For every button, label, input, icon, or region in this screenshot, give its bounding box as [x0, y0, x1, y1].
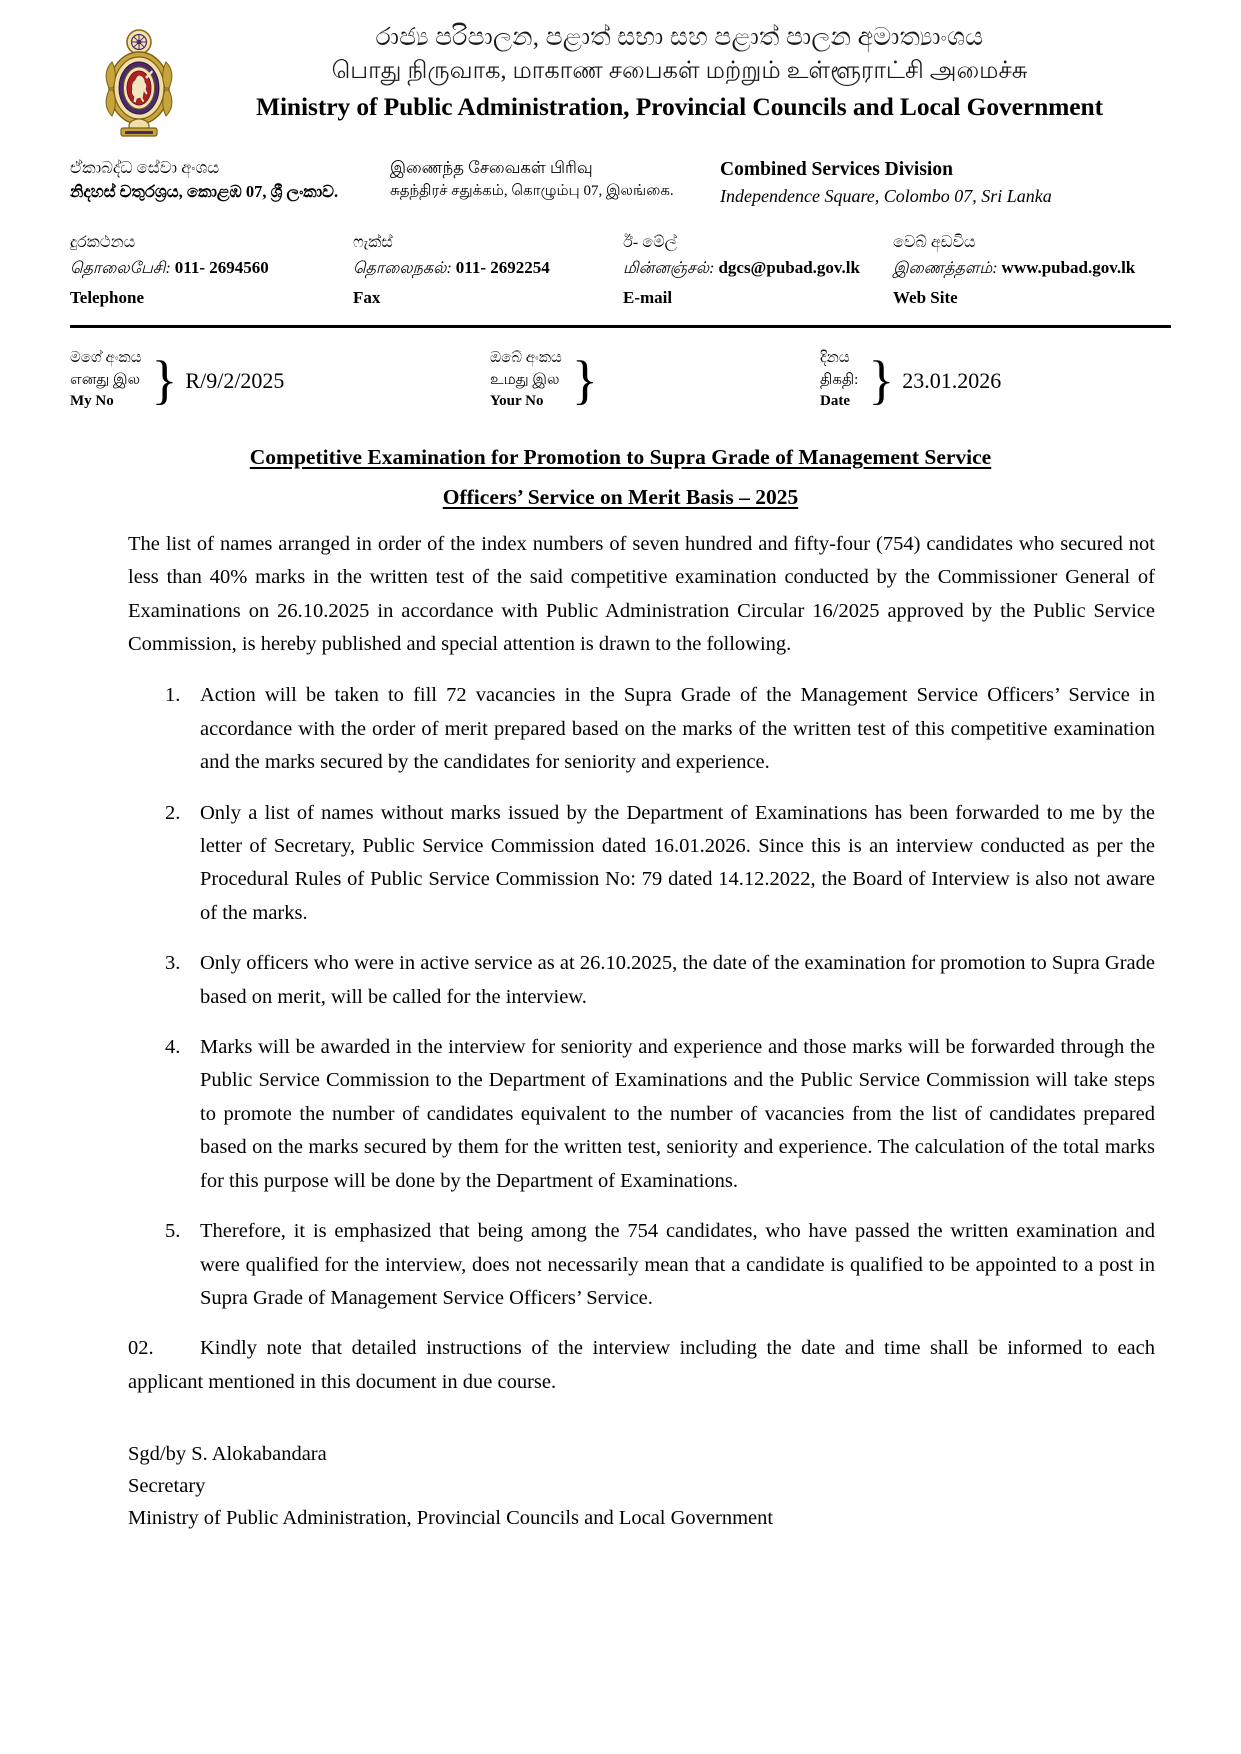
my-no-label-sinhala: මගේ අංකය	[70, 350, 142, 367]
date-labels	[820, 348, 858, 412]
division-address-sinhala: නිදහස් චතුරශ්‍රය, කොළඹ 07, ශ්‍රී ලංකාව.	[70, 181, 339, 201]
website-label-sinhala: වෙබ් අඩවිය	[893, 234, 976, 252]
email-row-tamil	[623, 255, 893, 282]
division-name-english: Combined Services Division	[720, 159, 953, 180]
document-title-line-1: Competitive Examination for Promotion to Supra Grade of Management Service	[249, 445, 992, 470]
your-no-brace-icon: }	[571, 350, 598, 411]
your-no-label-tamil: உமது இல	[490, 371, 560, 388]
fax-label-tamil: தொலைநகல்:	[353, 260, 452, 278]
division-address-tamil: சுதந்திரச் சதுக்கம், கொழும்பு 07, இலங்கை.	[390, 182, 674, 199]
email-label-tamil: மின்னஞ்சல்:	[623, 260, 715, 278]
date-value: 23.01.2026	[902, 368, 1002, 394]
telephone-label-english: Telephone	[70, 288, 145, 308]
website-value[interactable]: www.pubad.gov.lk	[1001, 258, 1136, 278]
your-no-labels	[490, 348, 562, 412]
signatory-organisation: Ministry of Public Administration, Provincial Councils and Local Government	[128, 1506, 774, 1529]
document-title-line-2: Officers’ Service on Merit Basis – 2025	[442, 485, 799, 510]
section-02-text: Kindly note that detailed instructions of the interview including the date and time shall be informed to each applicant mentioned in this document in due course.	[128, 1337, 1155, 1393]
division-name-sinhala: ඒකාබද්ධ සේවා අංශය	[70, 158, 220, 177]
website-label-tamil: இணைத்தளம்:	[893, 260, 998, 278]
contact-telephone	[70, 231, 353, 311]
list-item: Action will be taken to fill 72 vacancies in the Supra Grade of the Management Service Officers’ Service in accordance with the order of merit prepared based on the marks of the written test of this competitive examination and the marks secured by the candidates for seniority and experience.	[200, 684, 1155, 774]
intro-paragraph: The list of names arranged in order of the index numbers of seven hundred and fifty-four (754) candidates who secured not less than 40% marks in the written test of the said competitive examination conducted by the Commissioner General of Examinations on 26.10.2025 in accordance with Public Administration Circular 16/2025 approved by the Public Service Commission, is hereby published and special attention is drawn to the following.	[128, 532, 1155, 656]
email-value[interactable]: dgcs@pubad.gov.lk	[718, 258, 860, 278]
website-row-tamil	[893, 255, 1171, 282]
list-item: Therefore, it is emphasized that being among the 754 candidates, who have passed the written examination and were qualified for the interview, does not necessarily mean that a candidate is qualified to be appointed to a post in Supra Grade of Management Service Officers’ Service.	[200, 1220, 1155, 1309]
ministry-name-tamil: பொது நிருவாக, மாகாண சபைகள் மற்றும் உள்ளூராட்சி அமைச்சு	[331, 58, 1028, 84]
division-address-block	[70, 156, 1171, 209]
national-emblem-icon	[100, 28, 178, 140]
numbered-points-list	[128, 679, 1155, 1315]
fax-label-english: Fax	[353, 288, 381, 308]
ministry-name-english: Ministry of Public Administration, Provincial Councils and Local Government	[255, 92, 1103, 122]
your-no-label-sinhala: ඔබේ අංකය	[490, 350, 562, 367]
my-no-value: R/9/2/2025	[185, 368, 285, 394]
telephone-value: 011- 2694560	[174, 258, 269, 278]
fax-value: 011- 2692254	[455, 258, 550, 278]
ministry-name-sinhala: රාජ්‍ය පරිපාලන, පළාත් සභා සහ පළාත් පාලන අමාත්‍යාංශය	[375, 24, 984, 51]
division-address-english: Independence Square, Colombo 07, Sri Lanka	[720, 186, 1052, 207]
division-english	[720, 156, 1171, 209]
my-no-label-tamil: எனது இல	[70, 371, 141, 388]
my-no-brace-icon: }	[151, 350, 178, 411]
division-sinhala	[70, 156, 390, 209]
date-label-english: Date	[820, 392, 850, 409]
my-no-label-english: My No	[70, 392, 114, 409]
contact-details-block	[70, 231, 1171, 311]
date-label-sinhala: දිනය	[820, 350, 850, 367]
signed-by: Sgd/by S. Alokabandara	[128, 1443, 327, 1466]
your-no-label-english: Your No	[490, 392, 544, 409]
date-brace-icon: }	[868, 350, 895, 411]
division-name-tamil: இணைந்த சேவைகள் பிரிவு	[390, 158, 593, 177]
telephone-label-sinhala: දුරකථනය	[70, 234, 136, 252]
section-02	[128, 1332, 1155, 1399]
fax-label-sinhala: ෆැක්ස්	[353, 234, 393, 252]
document-body	[70, 528, 1171, 1535]
list-item: Only a list of names without marks issued by the Department of Examinations has been forwarded to me by the letter of Secretary, Public Service Commission dated 16.01.2026. Since this is an interview conducted as per the Procedural Rules of Public Service Commission No: 79 dated 14.12.2022, the Board of Interview is also not aware of the marks.	[200, 801, 1155, 924]
contact-website	[893, 231, 1171, 311]
list-item: Only officers who were in active service as at 26.10.2025, the date of the examination for promotion to Supra Grade based on merit, will be called for the interview.	[200, 952, 1155, 1008]
email-label-english: E-mail	[623, 288, 673, 308]
signatory-designation: Secretary	[128, 1474, 206, 1497]
header-divider	[70, 325, 1171, 328]
document-title	[70, 438, 1171, 518]
telephone-row-tamil	[70, 255, 353, 282]
division-tamil	[390, 156, 720, 209]
list-item: Marks will be awarded in the interview for seniority and experience and those marks will be forwarded through the Public Service Commission to the Department of Examinations and the Public Service Commission will take steps to promote the number of candidates equivalent to the number of vacancies from the list of candidates prepared based on the marks secured by them for the written test, seniority and experience. The calculation of the total marks for this purpose will be done by the Department of Examinations.	[200, 1036, 1155, 1192]
letterhead	[70, 22, 1171, 140]
your-no-slot	[490, 348, 820, 412]
website-label-english: Web Site	[893, 288, 958, 308]
contact-fax	[353, 231, 623, 311]
contact-email	[623, 231, 893, 311]
telephone-label-tamil: தொலைபேசி:	[70, 260, 171, 278]
date-slot	[820, 348, 1171, 412]
date-label-tamil: திகதி:	[820, 371, 859, 388]
section-02-number: 02.	[128, 1337, 154, 1360]
signature-block	[128, 1439, 1155, 1534]
fax-row-tamil	[353, 255, 623, 282]
my-no-slot	[70, 348, 490, 412]
reference-row	[70, 348, 1171, 412]
email-label-sinhala: ඊ- මේල්	[623, 234, 677, 252]
my-no-labels	[70, 348, 142, 412]
